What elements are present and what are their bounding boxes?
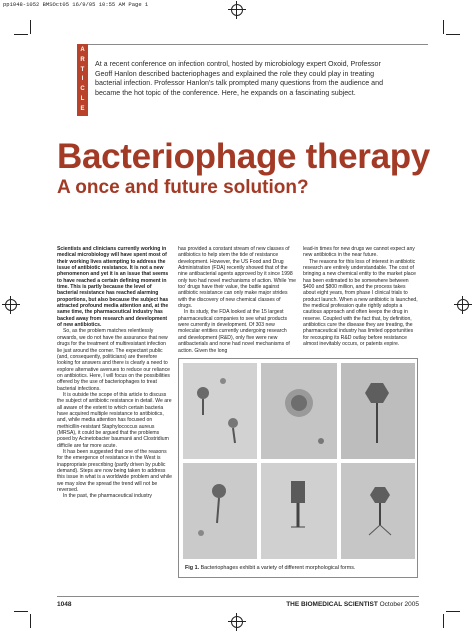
issue-date: October 2005 [379, 601, 419, 608]
article-label-strip [77, 44, 88, 116]
journal-footer [286, 601, 419, 608]
paragraph: In its study, the FDA looked at the 15 largest pharmaceutical companies to see what products were currently in development. Of 303 new molecular entities currently undergoing research and development (R&D), only five were new antibacterials and none had novel mechanisms of action. Given the long [178, 309, 290, 354]
micrograph-top-right [341, 363, 415, 459]
text-column-1 [57, 246, 172, 500]
phage-image [341, 363, 415, 459]
crop-mark [446, 611, 460, 612]
crop-mark [14, 34, 28, 35]
phage-image [183, 363, 257, 459]
crop-mark [446, 34, 460, 35]
paragraph: It has been suggested that one of the reasons for the emergence of resistance in the West is inappropriate prescribing (partly driven by public demand). Steps are now being taken to address this issue in what is a worldwide problem and while we may slow the spread the trend will not be reversed. [57, 449, 172, 494]
printer-slug: pp1048-1052 BMSOct05 16/9/05 10:55 AM Page 1 [3, 1, 149, 8]
micrograph-top-center [261, 363, 337, 459]
journal-name: THE BIOMEDICAL SCIENTIST [286, 601, 378, 608]
micrograph-bottom-center [261, 463, 337, 559]
registration-mark-left [2, 296, 20, 314]
registration-mark-right [454, 296, 472, 314]
phage-image [261, 463, 337, 559]
phage-image [183, 463, 257, 559]
crop-mark [14, 611, 28, 612]
phage-image [261, 363, 337, 459]
article-title: Bacteriophage therapy [57, 137, 430, 176]
article-label-letter: E [80, 105, 85, 112]
micrograph-top-left [183, 363, 257, 459]
registration-mark-top [228, 1, 246, 19]
micrograph-bottom-left [183, 463, 257, 559]
paragraph: has provided a constant stream of new classes of antibiotics to help stem the tide of resistance development. However, the US Food and Drug Administration (FDA) recently showed that of the nine antibacterial agents approved by it since 1998 only two had novel mechanisms of action. While 'me too' drugs have their value, the battle against antibiotic resistance can only make major strides with the discovery of new chemical classes of drugs. [178, 246, 296, 310]
crop-mark [30, 20, 31, 34]
header-rule [88, 44, 428, 45]
article-label-letter: I [81, 76, 84, 83]
figure-caption [185, 565, 355, 571]
crop-mark [443, 20, 444, 34]
paragraph: So, as the problem matches relentlessly onwards, we do not have the assurance that new drugs for the treatment of multiresistant infection lie just around the corner. The expectant public (and, consequently, politicians) are therefore looking for answers and there is clearly a need to explore alternative avenues to reduce our reliance on antibiotics. Here, I will focus on the possibilities offered by the use of bacteriophages to treat bacterial infections. [57, 328, 170, 392]
article-label-letter: A [80, 47, 85, 54]
figure-label: Fig 1. [185, 565, 200, 571]
crop-mark [443, 614, 444, 628]
paragraph: Scientists and clinicians currently working in medical microbiology will have spent most of their working lives attempting to address the issue of antibiotic resistance. It is not a new phenomenon and yet it is an issue that seems to have reached a certain defining moment in time. This is partly because the level of bacterial resistance has reached alarming proportions, but also because the subject has attracted profound media attention and, at the same time, the pharmaceutical industry has backed away from research and development of new antibiotics. [57, 246, 169, 329]
paragraph: The reasons for this loss of interest in antibiotic research are entirely understandable. The cost of bringing a new chemical entity to the market place has been estimated to be somewhere between $400 and $800 million, and the process takes about eight years, from phase I clinical trials to product launch. When a new antibiotic is launched, the medical profession quite rightly adopts a cautious approach and often keeps the drug in reserve. Coupled with the fact that, by definition, antibiotics cure the disease they are treating, the pharmaceutical industry has limited opportunities for recouping its R&D outlay before resistance almost inevitably occurs, or patents expire. [303, 258, 418, 348]
crop-mark [30, 614, 31, 628]
article-subtitle: A once and future solution? [57, 177, 309, 198]
article-label-letter: T [80, 66, 85, 73]
article-label-letter: R [80, 57, 85, 64]
paragraph: In the past, the pharmaceutical industry [63, 493, 152, 500]
figure-1 [178, 358, 418, 578]
paragraph: lead-in times for new drugs we cannot expect any new antibiotics in the near future. [303, 246, 415, 259]
page-number: 1048 [57, 601, 72, 608]
text-column-3 [303, 246, 418, 348]
footer-rule [57, 596, 419, 597]
article-label-letter: C [80, 86, 85, 93]
micrograph-bottom-right [341, 463, 415, 559]
article-label-letter: L [80, 95, 85, 102]
phage-image [341, 463, 415, 559]
registration-mark-bottom [228, 613, 246, 631]
figure-caption-text: Bacteriophages exhibit a variety of different morphological forms. [200, 565, 356, 571]
intro-standfirst: At a recent conference on infection control, hosted by microbiology expert Oxoid, Professor Geoff Hanlon described bacteriophages and explained the role they could play in treating bacterial infection. Professor Hanlon's talk prompted many questions from the audience and became the hot topic of the conference. Here, he expands on a fascinating subject. [95, 60, 384, 97]
paragraph: It is outside the scope of this article to discuss the subject of antibiotic resistance in detail. We are all aware of the extent to which certain bacteria have acquired multiple resistance to antibiotics, and, while media attention has focused on methicillin-resistant Staphylococcus aureus (MRSA), it could be argued that the problems posed by Acinetobacter baumanii and Clostridium difficile are far more acute. [57, 391, 172, 449]
text-column-2 [178, 246, 296, 354]
